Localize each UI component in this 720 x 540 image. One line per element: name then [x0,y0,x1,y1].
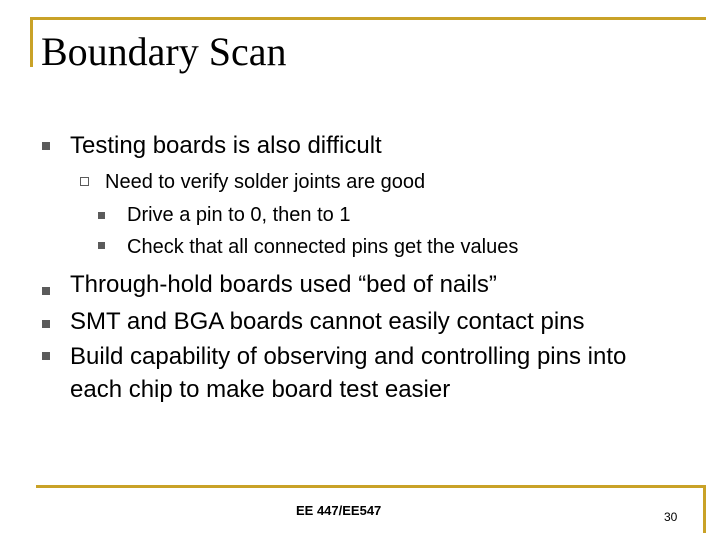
square-bullet-icon [42,320,50,328]
square-bullet-icon [42,287,50,295]
right-border-line [703,485,706,533]
page-number: 30 [664,510,678,524]
square-bullet-icon [42,352,50,360]
bullet-text: Through-hold boards used “bed of nails” [70,271,497,298]
square-bullet-icon [98,242,105,249]
slide-title: Boundary Scan [41,29,287,74]
bullet-text-continuation: each chip to make board test easier [70,376,451,403]
top-border-line [30,17,706,20]
footer-course-label: EE 447/EE547 [296,503,382,518]
bottom-border-line [36,485,706,488]
hollow-square-bullet-icon [80,177,89,186]
bullet-text: Testing boards is also difficult [70,132,382,159]
sub-sub-bullet-text: Drive a pin to 0, then to 1 [127,204,351,226]
square-bullet-icon [98,212,105,219]
bullet-text: SMT and BGA boards cannot easily contact pins [70,308,585,335]
left-border-line [30,17,33,67]
sub-bullet-text: Need to verify solder joints are good [105,171,426,193]
square-bullet-icon [42,142,50,150]
sub-sub-bullet-text: Check that all connected pins get the values [127,236,519,258]
bullet-text: Build capability of observing and controlling pins into [70,343,627,370]
